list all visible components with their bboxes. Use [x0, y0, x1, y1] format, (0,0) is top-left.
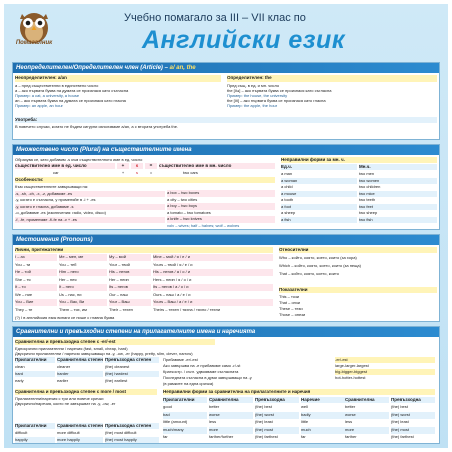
formula-plus: + — [117, 163, 129, 169]
irregular-plural-singular: a mouse — [281, 191, 357, 197]
header — [4, 4, 448, 60]
short-comparison-cell: hard — [15, 371, 55, 377]
feature-example: a city – two cities — [167, 196, 198, 202]
irregular-comparison-header: Прилагателни — [163, 397, 207, 403]
formula-equals: = — [145, 163, 157, 169]
irregular-plural-header-pl: Мн.ч. — [359, 164, 437, 170]
example-plural: two cars — [183, 170, 198, 175]
comparison-heading: Сравнителни и превъзходни степени на прилагателните имена и наречията — [13, 327, 439, 337]
short-header: Превъзходна степен — [105, 357, 159, 363]
irregular-comparison-header: Превъзходна — [391, 397, 435, 403]
indefinite-title: Неопределителен: a/an — [15, 75, 221, 82]
plural-section — [12, 144, 440, 230]
feature-line: -o, добавяме -es (изключения: radio, video, disco) — [15, 210, 106, 215]
poster — [4, 4, 448, 448]
irregular-comparison-cell: well — [301, 404, 308, 409]
definite-rules — [227, 83, 437, 111]
irregular-plural-plural: two feet — [359, 204, 437, 210]
irregular-comparison-cell: worse — [345, 412, 389, 419]
irregular-plural-plural: two children — [359, 184, 381, 189]
irregular-comparison-cell: more — [345, 427, 389, 434]
pronoun-cell: Her – нея — [59, 276, 77, 282]
short-comparison-cell: harder — [57, 371, 103, 377]
usage-title: Употреба: — [15, 117, 437, 123]
irregular-comparison-cell: (the) least — [391, 419, 409, 424]
formula-plural: съществително име в мн. число — [159, 163, 275, 169]
pronoun-cell: He – той — [15, 269, 57, 276]
page-subtitle: Учебно помагало за III – VII клас по — [124, 12, 306, 24]
feature-line: -f, -fe, променяме -f/-fe на -v + -es — [15, 217, 165, 224]
comparison-rule-example: large-larger-largest — [335, 363, 369, 368]
long-comparison-title: Сравнителна и превъзходна степен с more / most — [15, 389, 157, 395]
demonstrative-item: This – този — [279, 294, 300, 299]
irregular-comparison-title: Неправилни форми за сравнителна на прилагателните и наречия — [163, 389, 435, 395]
irregular-comparison-cell: far — [301, 434, 306, 439]
demonstrative-list — [279, 294, 437, 320]
irregular-comparison-cell: far — [163, 434, 168, 439]
definite-line: Пример: the apple, the hour — [227, 103, 278, 108]
pronouns-heading: Местоимения (Pronouns) — [13, 235, 439, 245]
page-title: Английски език — [142, 26, 345, 54]
demonstrative-title: Показателни — [279, 287, 437, 293]
irregular-comparison-cell: (the) most — [391, 427, 435, 434]
relative-list — [279, 255, 437, 285]
feature-example: a tomato – two tomatoes — [167, 209, 211, 215]
pronoun-cell: Him – него — [59, 269, 107, 276]
irregular-comparison-cell: farther — [345, 434, 357, 439]
plural-heading: Множествено число (Plural) на съществителните имена — [13, 145, 439, 155]
irregular-plural-singular: a sheep — [281, 210, 296, 215]
short-comparison-cell: earlier — [57, 378, 69, 383]
example-s: s — [136, 170, 138, 175]
irregular-comparison-cell: less — [345, 419, 353, 424]
irregular-comparison-cell: (the) worst — [255, 412, 299, 419]
formula-s: s — [131, 163, 143, 169]
short-comparison-cell: (the) hardest — [105, 371, 159, 377]
irregular-comparison-cell: (the) farthest — [391, 434, 414, 439]
irregular-comparison-cell: worse — [209, 412, 253, 419]
pronoun-cell: His – негов / а / о / и — [153, 269, 273, 276]
pronoun-cell: Your – твой — [109, 261, 130, 267]
irregular-comparison-header: Превъзходна — [255, 397, 299, 403]
pronoun-cell: It – то — [15, 284, 57, 291]
pronoun-cell: Ours – наш / а / е / и — [153, 291, 191, 297]
pronoun-cell: It – него — [59, 284, 107, 291]
comparison-rule-example: -er/-est — [335, 357, 435, 363]
comparison-rule-examples — [335, 357, 435, 387]
long-comparison-cell: happily — [15, 437, 55, 443]
owl-icon — [12, 8, 56, 44]
indefinite-rules — [15, 83, 221, 111]
formula-singular: съществително име в ед. число — [15, 163, 115, 169]
irregular-comparison-cell: bad — [163, 412, 207, 419]
articles-heading: Неопределителен/Определителен член (Article) – a/ an, the — [13, 63, 439, 73]
short-comparison-cell: clean — [15, 364, 25, 369]
pronoun-cell: Its – негов / а / о / и — [153, 284, 273, 291]
pronoun-cell: She – тя — [15, 276, 31, 282]
indefinite-line: Пример: an apple, an hour — [15, 103, 63, 108]
feature-example: a box – two boxes — [167, 190, 275, 197]
pronoun-cell: I – аз — [15, 254, 57, 261]
pronoun-cell: Our – наш — [109, 291, 128, 297]
relative-item: That – който, която, което, които — [279, 271, 339, 276]
pronoun-cell: Us – нас, ни — [59, 291, 82, 297]
long-comparison-cell: (the) most difficult — [105, 430, 137, 435]
personal-pronouns-title: Лични, притежателни — [15, 247, 273, 253]
definite-line: Пример: the house, the university — [227, 93, 288, 98]
irregular-comparison-header: Сравнителна — [209, 397, 253, 403]
relative-item: Who – който, която, което, които (за хора) — [279, 255, 357, 260]
short-comparison-cell: (the) cleanest — [105, 364, 130, 369]
long-header: Сравнителна степен — [57, 423, 103, 428]
short-comparison-cell: cleaner — [57, 364, 71, 369]
irregular-plural-header-sg: Ед.ч. — [281, 164, 357, 170]
irregular-plural-plural: two sheep — [359, 210, 378, 215]
irregular-comparison-cell: badly — [301, 412, 345, 419]
plural-extra-line: volv – wives; half – halves; wolf – wolves — [167, 223, 240, 228]
long-header: Превъзходна степен — [105, 423, 159, 429]
definite-line: the [ði] – ако първата буква се произнася като гласна — [227, 98, 326, 103]
long-line: Прилагателни/наречия с три или повече срички — [15, 396, 104, 401]
irregular-comparison-cell: farther/further — [209, 434, 234, 439]
pronoun-cell: Mine – мой / я / е / и — [153, 254, 273, 261]
irregular-plural-plural: two fish — [359, 217, 437, 223]
irregular-plural-plural: two mice — [359, 191, 437, 197]
pronoun-cell: Your – Ваш — [109, 299, 151, 306]
pronoun-cell: Yours – Ваш / а / е / и — [153, 299, 273, 306]
comparison-rules — [163, 357, 333, 387]
feature-example: a boy – two boys — [167, 203, 275, 210]
pronoun-cell: Their – техен — [109, 306, 133, 312]
relative-pronouns-title: Относителни — [279, 247, 437, 253]
example-equals: = — [149, 170, 153, 175]
feature-line: -y, когато е гласна, добавяме -s — [15, 204, 165, 211]
pronoun-cell: You – Вие — [15, 299, 57, 306]
irregular-plural-singular: a woman — [281, 178, 357, 184]
pronoun-cell: Hers – неин / я / о / и — [153, 276, 192, 282]
irregular-comparison-cell: good — [163, 404, 172, 409]
irregular-comparison-cell: (the) farthest — [255, 434, 278, 439]
pronoun-cell: Them – тях, им — [59, 306, 87, 312]
pronoun-cell: Its – негов — [109, 284, 151, 291]
comparison-rule: Краткостр. / съгл. удвояваме съгласната — [163, 369, 239, 374]
irregular-comparison-cell: (the) worst — [391, 412, 435, 419]
short-comparison-cell: early — [15, 378, 24, 383]
irregular-comparison-cell: less — [209, 419, 217, 424]
irregular-comparison-cell: (the) most — [255, 427, 299, 434]
example-plus: + — [121, 170, 125, 175]
definite-line: the [ðə] – ако първата буква се произнася като съгласна — [227, 88, 332, 93]
irregular-comparison-cell: better — [345, 404, 356, 409]
pronoun-cell: You – Вас, Ви — [59, 299, 107, 306]
comparison-section — [12, 326, 440, 444]
feature-line: -s, -sh, -ch, -x, -z, добавяме -es — [15, 191, 165, 198]
indefinite-line: a – ако първата буква на думата се произнася като съгласна — [15, 88, 129, 93]
pronoun-cell: My – мой — [109, 254, 151, 261]
long-comparison-cell: difficult — [15, 430, 28, 435]
irregular-comparison-header: Наречие — [301, 397, 345, 403]
irregular-plural-title: Неправилни форми за мн. ч. — [281, 157, 437, 163]
short-comparison-cell: (the) earliest — [105, 378, 128, 383]
pronouns-section — [12, 234, 440, 322]
long-header: Прилагателни — [15, 423, 55, 429]
comparison-rule: Прибавяме -er/-est — [163, 357, 198, 362]
irregular-plural-singular: a tooth — [281, 197, 294, 202]
irregular-plural-singular: a fish — [281, 217, 357, 223]
indefinite-line: an – ако първата буква на думата се произнася като гласна — [15, 98, 126, 103]
irregular-comparison-cell: (the) best — [255, 404, 272, 409]
long-comparison-cell: more happily — [57, 437, 103, 443]
pronoun-cell: Her – неин — [109, 276, 129, 282]
features-list — [15, 184, 165, 228]
irregular-plural-plural: two men — [359, 171, 375, 176]
irregular-plural-singular: a child — [281, 184, 293, 189]
articles-section — [12, 62, 440, 140]
irregular-comparison-cell: better — [209, 404, 220, 409]
pronoun-cell: Theirs – техен / тяхна / тяхно / техни — [153, 306, 221, 312]
irregular-plural-plural: two women — [359, 178, 437, 184]
example-singular: car — [53, 170, 59, 175]
irregular-plural-singular: a man — [281, 171, 293, 176]
owl-logo — [12, 8, 56, 56]
pronoun-cell: They – те — [15, 306, 33, 312]
short-header: Сравнителна степен — [57, 357, 103, 362]
long-comparison-cell: more difficult — [57, 430, 80, 435]
demonstrative-item: These – тези — [279, 306, 303, 311]
features-title: Особености: — [15, 177, 275, 183]
plural-rule: Образува се, като добавим -s към съществителното име в ед. число — [15, 157, 143, 162]
irregular-comparison-cell: much — [301, 427, 345, 434]
irregular-plural-plural: two teeth — [359, 197, 376, 202]
long-comparison-cell: (the) most happily — [105, 437, 159, 443]
irregular-plural-singular: a foot — [281, 204, 357, 210]
comparison-rule: Ако завършва на -е прибавяме само -r/-st — [163, 363, 241, 368]
pronoun-cell: You – ти — [15, 261, 31, 267]
logo-text: Помагалник — [15, 40, 53, 46]
indefinite-line: Пример: a cat, a university, a house — [15, 93, 80, 98]
comparison-rule: Последната съгласна в думи завършващи на -у — [163, 375, 252, 380]
irregular-comparison-cell: much/many — [163, 427, 207, 434]
pronoun-cell: Me – мен, ме — [59, 254, 107, 261]
feature-line: -y, когато е съгласна, y променяйе в -i + -es — [15, 197, 96, 202]
short-line: Двусрични прилагателни / наречия завършващи на -у, -ow, -er (happy, pretty, slim, clever, narrow) — [15, 351, 193, 356]
long-line: Двусрични/наречия, които не завършват на -у, -ow, -er — [15, 401, 116, 406]
definite-title: Определителен: the — [227, 75, 437, 82]
feature-example: a knife – two knives — [167, 216, 275, 223]
comparison-rule-example: big-bigger-biggest — [335, 369, 435, 375]
pronoun-cell: We – ние — [15, 291, 33, 297]
irregular-comparison-cell: (the) least — [255, 419, 273, 424]
demonstrative-item: Those – онези — [279, 312, 306, 317]
feature-line: Към съществителните завършващи на: — [15, 184, 89, 189]
pronoun-cell: His – негов — [109, 269, 151, 276]
short-header: Прилагателни — [15, 357, 55, 363]
indefinite-line: a – пред съществителни в единствено число — [15, 83, 99, 88]
pronoun-cell: Yours – твой / я / е / и — [153, 261, 193, 267]
relative-item: Which – който, която, което, които (за неща) — [279, 263, 361, 268]
short-comparison-title: Сравнителна и превъзходна степен с -er/-est — [15, 339, 215, 345]
irregular-comparison-cell: little — [301, 419, 309, 424]
irregular-comparison-cell: more — [209, 427, 253, 434]
demonstrative-item: That – онзи — [279, 300, 300, 305]
definite-line: Пред същ. в ед. и мн. число — [227, 83, 280, 88]
irregular-comparison-cell: little (amount) — [163, 419, 188, 424]
pronoun-cell: You – теб — [59, 261, 77, 267]
usage-text: В повечето случаи, когато не бъдем сигурни използваме a/an, а с втората употреба the. — [15, 124, 179, 129]
comparison-rule: (в рамките на една сричка) — [163, 381, 214, 386]
comparison-rule-example: hot-hotter-hottest — [335, 375, 366, 380]
irregular-comparison-header: Сравнителна — [345, 397, 389, 403]
irregular-comparison-cell: (the) best — [391, 404, 408, 409]
short-line: Едносрични прилагателни / наречия (fast, small, cheap, hard) — [15, 346, 128, 351]
pronoun-note: (?) I в английския език винаги се пише с главна буква — [15, 315, 115, 320]
